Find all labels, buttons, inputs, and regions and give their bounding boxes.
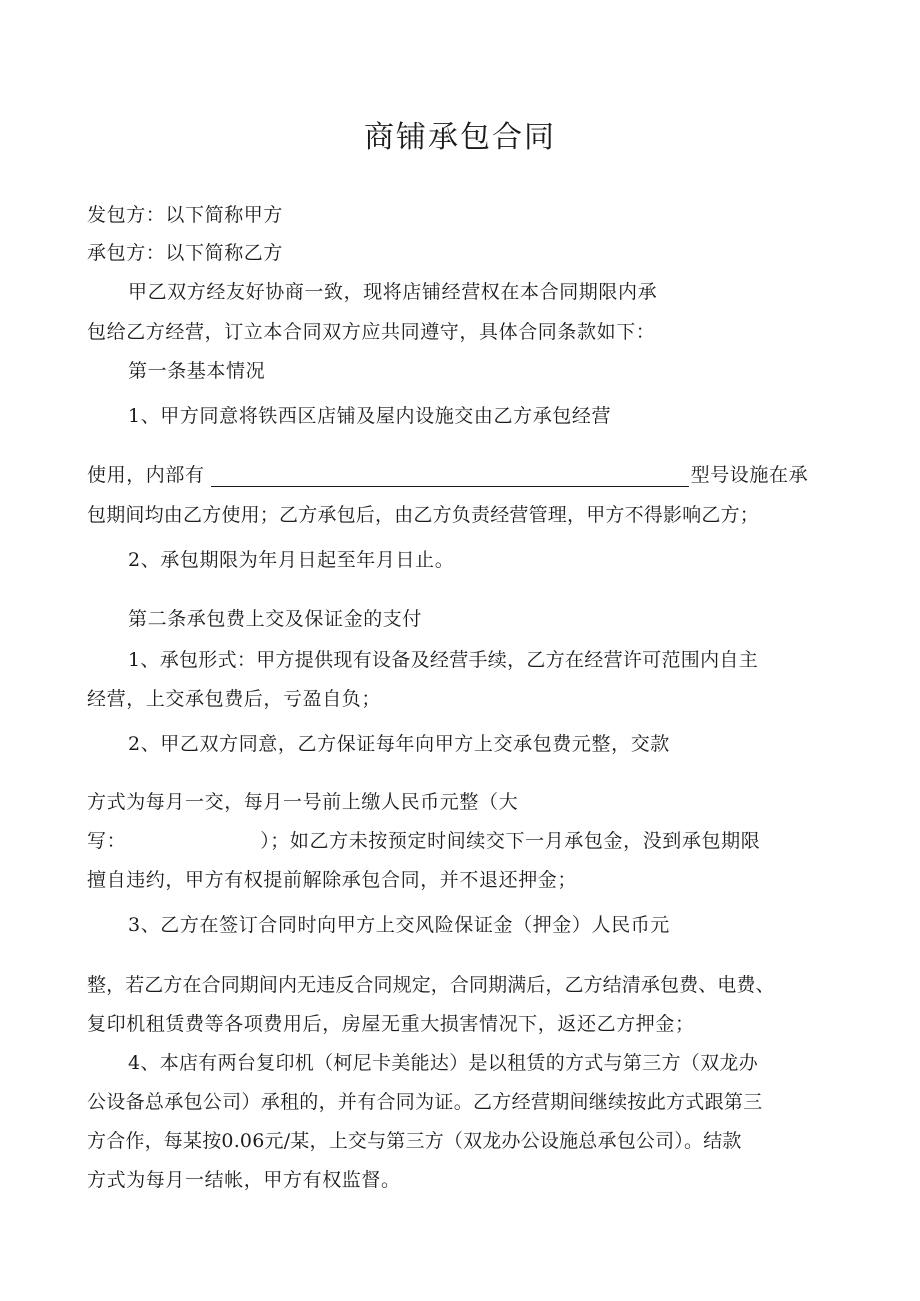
article-1-item-2: 2、承包期限为年月日起至年月日止。 <box>128 549 455 571</box>
article-1-item-1-line-1: 1、甲方同意将铁西区店铺及屋内设施交由乙方承包经营 <box>128 405 612 427</box>
article-1-item-1-text-before-blank: 使用，内部有 <box>87 464 205 486</box>
article-2-item-3-line-2: 整，若乙方在合同期间内无违反合同规定，合同期满后，乙方结清承包费、电费、 <box>87 974 775 996</box>
article-2-item-4-line-2: 公设备总承包公司）承租的，并有合同为证。乙方经营期间继续按此方式跟第三 <box>87 1091 763 1113</box>
article-2-item-3-line-3: 复印机租赁费等各项费用后，房屋无重大损害情况下，返还乙方押金； <box>87 1013 695 1035</box>
article-2-item-4-line-3: 方合作，每某按0.06元/某，上交与第三方（双龙办公设施总承包公司）。结款 <box>87 1130 742 1152</box>
article-2-item-4-line-1: 4、本店有两台复印机（柯尼卡美能达）是以租赁的方式与第三方（双龙办 <box>128 1052 758 1074</box>
article-2-heading: 第二条承包费上交及保证金的支付 <box>128 608 423 630</box>
article-1-item-1-line-3: 包期间均由乙方使用；乙方承包后，由乙方负责经营管理，甲方不得影响乙方； <box>87 504 760 526</box>
article-2-item-2-text-before-gap: 写： <box>87 830 127 852</box>
document-title: 商铺承包合同 <box>364 120 556 155</box>
article-1-heading: 第一条基本情况 <box>128 360 266 382</box>
article-2-item-2-text-after-gap: ）；如乙方未按预定时间续交下一月承包金，没到承包期限 <box>260 830 761 852</box>
article-2-item-3-line-1: 3、乙方在签订合同时向甲方上交风险保证金（押金）人民币元 <box>128 914 670 936</box>
article-2-item-1-line-1: 1、承包形式：甲方提供现有设备及经营手续，乙方在经营许可范围内自主 <box>128 649 758 671</box>
party-a-line: 发包方：以下简称甲方 <box>87 204 284 226</box>
intro-paragraph-line-2: 包给乙方经营，订立本合同双方应共同遵守，具体合同条款如下： <box>87 321 656 343</box>
article-2-item-2-line-4: 擅自违约，甲方有权提前解除承包合同，并不退还押金； <box>87 869 578 891</box>
article-2-item-4-line-4: 方式为每月一结帐，甲方有权监督。 <box>87 1169 401 1191</box>
article-2-item-2-line-1: 2、甲乙双方同意，乙方保证每年向甲方上交承包费元整，交款 <box>128 733 670 755</box>
article-2-item-2-line-3 <box>87 829 760 853</box>
article-1-item-1-line-2 <box>87 463 808 487</box>
party-b-line: 承包方：以下简称乙方 <box>87 242 284 264</box>
article-2-item-2-line-2: 方式为每月一交，每月一号前上缴人民币元整（大 <box>87 791 519 813</box>
article-2-item-1-line-2: 经营，上交承包费后，亏盈自负； <box>87 688 382 710</box>
equipment-fill-in-blank <box>211 466 689 487</box>
article-1-item-1-text-after-blank: 型号设施在承 <box>690 464 809 486</box>
intro-paragraph-line-1: 甲乙双方经友好协商一致，现将店铺经营权在本合同期限内承 <box>128 281 658 303</box>
